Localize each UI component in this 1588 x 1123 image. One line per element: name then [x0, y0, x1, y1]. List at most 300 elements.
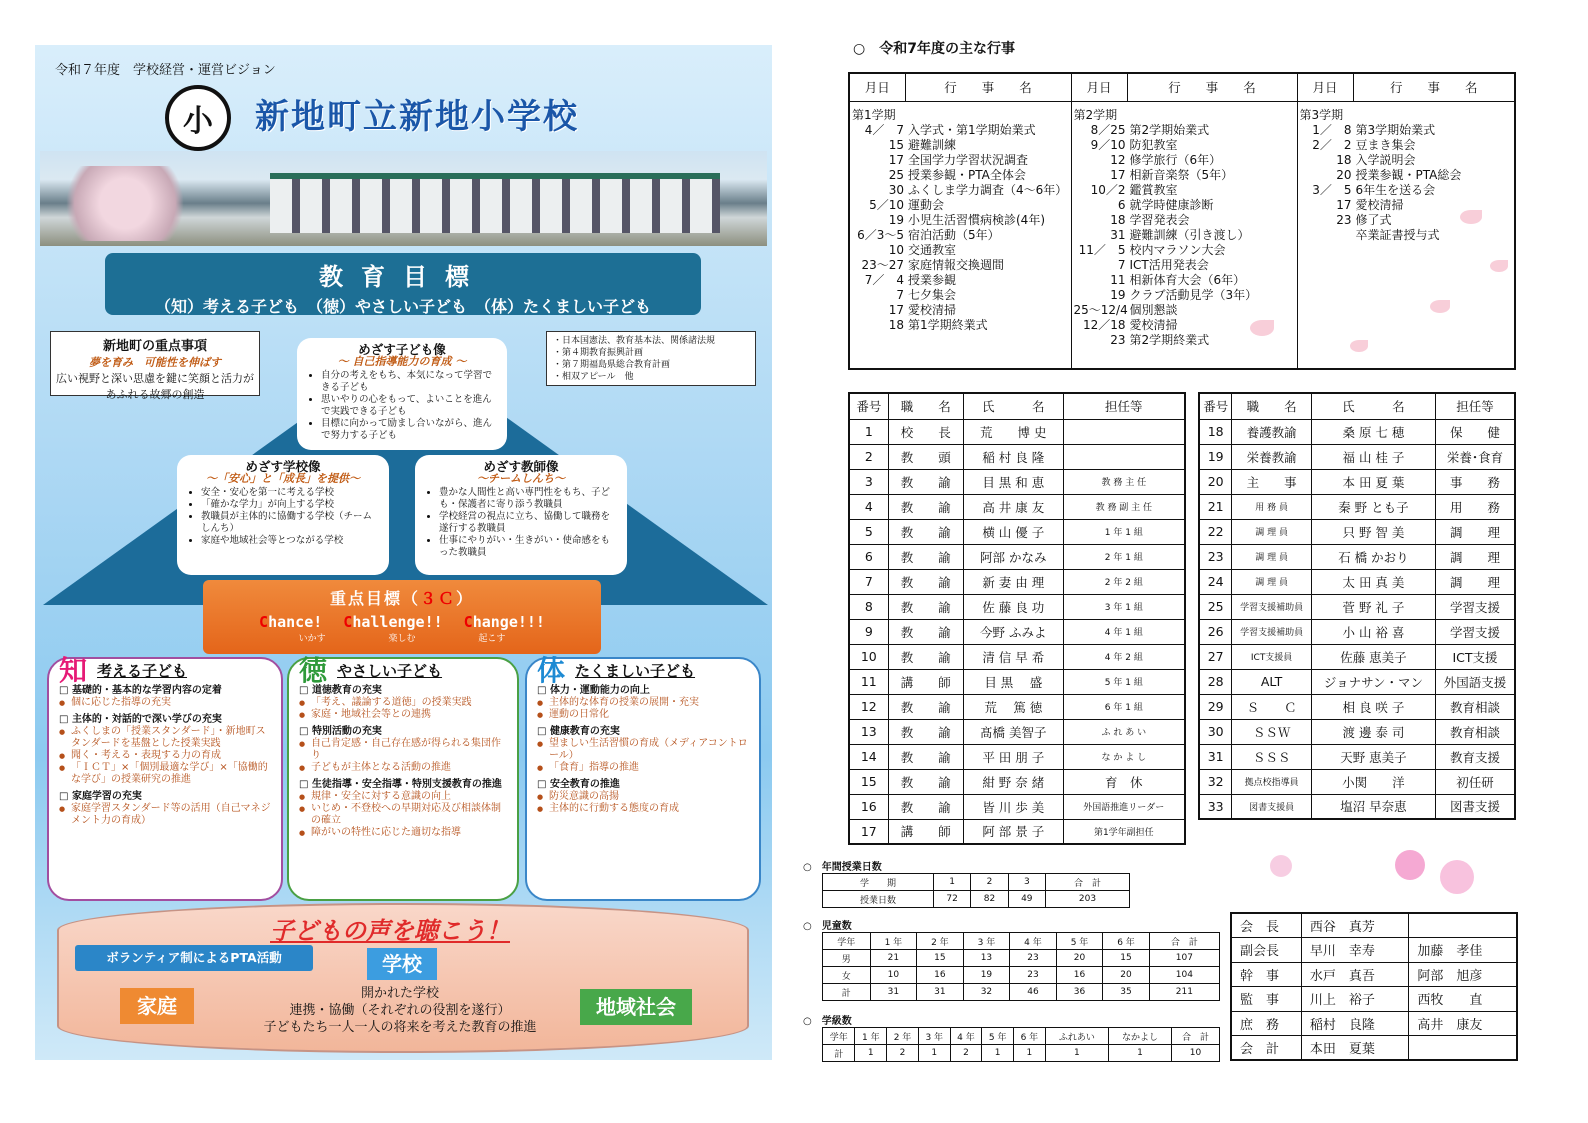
table-cell: 調 理 員: [1232, 544, 1311, 569]
event-date: 18: [888, 317, 904, 332]
table-cell: 15: [1103, 950, 1150, 967]
table-cell: 16: [917, 967, 964, 984]
event-row: [1074, 123, 1295, 138]
table-row: [849, 544, 1185, 569]
column-header: 学 期: [823, 874, 934, 891]
pillar-item: □ 健康教育の充実: [537, 726, 749, 738]
table-row: [849, 569, 1185, 594]
event-name: 小児生活習慣病検診(4年): [908, 212, 1045, 227]
town-priority-slogan: 夢を育み 可能性を伸ばす: [89, 356, 221, 369]
table-cell: 本 田 夏 葉: [1311, 469, 1435, 494]
event-name: 運動会: [908, 197, 945, 212]
table-cell: 22: [1199, 519, 1232, 544]
table-row: [849, 519, 1185, 544]
table-cell: 男: [823, 950, 871, 967]
school-emblem-icon: 小: [165, 85, 231, 151]
pillar-head: [537, 654, 749, 687]
table-cell: 相 良 咲 子: [1311, 694, 1435, 719]
table-cell: 9: [849, 619, 888, 644]
event-date: 1／ 8: [1312, 122, 1352, 137]
pillar-head: [299, 654, 507, 687]
event-date: 17: [1110, 167, 1126, 182]
table-cell: 教 務 主 任: [1063, 469, 1185, 494]
table-cell: 30: [1199, 719, 1232, 744]
event-date: 2／ 2: [1312, 137, 1352, 152]
pillar-item: □ 家庭学習の充実: [59, 791, 271, 803]
table-cell: 育 休: [1063, 769, 1185, 794]
table-cell: 荒 篤 徳: [963, 694, 1063, 719]
event-row: [852, 258, 1069, 273]
event-name: 個別懇談: [1129, 302, 1178, 317]
table-row: [1231, 962, 1517, 987]
table-row: [1231, 913, 1517, 938]
table-cell: 髙橋 美智子: [963, 719, 1063, 744]
pillar-bullet: ● 障がいの特性に応じた適切な指導: [299, 827, 507, 839]
table-header-row: [823, 933, 1220, 950]
target-school-card: [177, 455, 389, 575]
table-row: [1199, 419, 1515, 444]
table-cell: 調 理 員: [1232, 519, 1311, 544]
officer-name: 阿部 旭彦: [1409, 962, 1517, 987]
table-cell: 3: [849, 469, 888, 494]
table-row: [1199, 769, 1515, 794]
event-date: 20: [1336, 167, 1352, 182]
table-cell: 82: [971, 891, 1008, 908]
table-cell: 横 山 優 子: [963, 519, 1063, 544]
event-name: 6年生を送る会: [1355, 182, 1436, 197]
table-cell: 5: [849, 519, 888, 544]
table-cell: 今野 ふみよ: [963, 619, 1063, 644]
officer-role: 副会長: [1231, 938, 1301, 963]
pillar-subtitle: たくましい子ども: [575, 662, 696, 680]
pillar-kanji: 体: [537, 654, 566, 687]
column-header: 氏 名: [1311, 393, 1435, 419]
event-name: 就学時健康診断: [1129, 197, 1214, 212]
event-name: 愛校清掃: [1129, 317, 1178, 332]
town-priority-title: 新地町の重点事項: [102, 339, 207, 354]
table-cell: 教 諭: [888, 469, 963, 494]
table-cell: 調 理: [1436, 544, 1515, 569]
table-cell: 教 諭: [888, 719, 963, 744]
event-date: 7: [896, 287, 904, 302]
pillar-bullet: ● 主体的な体育の授業の展開・充実: [537, 697, 749, 709]
event-name: 入学式・第1学期始業式: [908, 122, 1036, 137]
table-cell: 渡 邊 泰 司: [1311, 719, 1435, 744]
column-header: 合 計: [1149, 933, 1219, 950]
table-cell: 1: [849, 419, 888, 444]
table-row: [1199, 744, 1515, 769]
event-row: [852, 153, 1069, 168]
table-cell: 教 諭: [888, 794, 963, 819]
table-cell: 19: [963, 967, 1010, 984]
table-cell: 18: [1199, 419, 1232, 444]
table-row: [1199, 669, 1515, 694]
event-row: [1300, 123, 1513, 138]
table-cell: 107: [1149, 950, 1219, 967]
event-row: [852, 183, 1069, 198]
column-header: 6 年: [1014, 1028, 1046, 1045]
event-name: 交通教室: [908, 242, 957, 257]
event-row: [1074, 168, 1295, 183]
event-row: [852, 123, 1069, 138]
table-row: [849, 694, 1185, 719]
event-name: 第3学期始業式: [1355, 122, 1436, 137]
table-cell: 菅 野 礼 子: [1311, 594, 1435, 619]
table-cell: 稲 村 良 隆: [963, 444, 1063, 469]
classes-title: ○ 学級数: [803, 1016, 852, 1027]
table-cell: 事 務: [1436, 469, 1515, 494]
table-row: [1231, 1036, 1517, 1061]
event-name: 家庭情報交換週間: [908, 257, 1005, 272]
event-name: 七夕集会: [908, 287, 957, 302]
officer-name: 高井 康友: [1409, 1011, 1517, 1036]
term-label: 第3学期: [1299, 107, 1344, 122]
pillar-bullet: ● 子どもが主体となる活動の推進: [299, 762, 507, 774]
table-cell: 8: [849, 594, 888, 619]
petal-decoration: [1490, 260, 1508, 272]
officer-name: 本田 夏葉: [1301, 1036, 1408, 1061]
event-name: ICT活用発表会: [1129, 257, 1209, 272]
table-cell: 教育支援: [1436, 744, 1515, 769]
event-name: 授業参観・PTA全体会: [908, 167, 1026, 182]
table-cell: 15: [849, 769, 888, 794]
table-cell: 21: [1199, 494, 1232, 519]
list-item: • 家庭や地域社会等とつながる学校: [201, 535, 379, 547]
table-cell: 46: [1010, 984, 1057, 1001]
event-date: 23〜27: [861, 257, 904, 272]
vision-caption: 令和７年度 学校経営・運営ビジョン: [55, 63, 276, 78]
officer-name: 西谷 真芳: [1301, 913, 1408, 938]
card-slogan: 〜 自己指導能力の育成 〜: [337, 355, 467, 368]
table-cell: 教 諭: [888, 594, 963, 619]
table-cell: 主 事: [1232, 469, 1311, 494]
table-cell: 教 諭: [888, 744, 963, 769]
table-cell: ICT支援員: [1232, 644, 1311, 669]
event-date: 7／ 4: [864, 272, 904, 287]
table-cell: 栄養教諭: [1232, 444, 1311, 469]
table-cell: 教育相談: [1436, 694, 1515, 719]
pillar-item: □ 特別活動の充実: [299, 726, 507, 738]
table-cell: 塩沼 早奈恵: [1311, 794, 1435, 819]
table-row: [849, 469, 1185, 494]
table-cell: 計: [823, 984, 871, 1001]
foundation-text: 開かれた学校 連携・協働（それぞれの役割を遂行） 子どもたち一人一人の将来を考えた教育の推進: [263, 986, 537, 1035]
table-cell: 1: [982, 1045, 1014, 1062]
vision-panel: [35, 45, 772, 1060]
table-row: [823, 1045, 1220, 1062]
pillar-bullet: ● 「考え、議論する道徳」の授業実践: [299, 697, 507, 709]
event-row: [1300, 153, 1513, 168]
table-cell: 7: [849, 569, 888, 594]
list-item: • 仕事にやりがい・生きがい・使命感をもった教職員: [439, 535, 617, 559]
pta-officers-table: [1230, 912, 1518, 1061]
list-item: • 目標に向かって励まし合いながら、進んで努力する子ども: [321, 418, 497, 442]
table-cell: 13: [849, 719, 888, 744]
table-cell: 教 諭: [888, 694, 963, 719]
event-row: [1300, 228, 1513, 243]
table-row: [849, 419, 1185, 444]
table-row: [849, 819, 1185, 844]
list-item: • 教職員が主体的に協働する学校（チームしんち）: [201, 511, 379, 535]
table-cell: 養護教諭: [1232, 419, 1311, 444]
table-cell: 講 師: [888, 819, 963, 844]
table-cell: 調 理: [1436, 569, 1515, 594]
event-name: 豆まき集会: [1355, 137, 1416, 152]
table-cell: 4 年 1 組: [1063, 619, 1185, 644]
list-item: • 安全・安心を第一に考える学校: [201, 487, 379, 499]
event-name: 入学説明会: [1355, 152, 1416, 167]
pillar-bullet: ● いじめ・不登校への早期対応及び相談体制の確立: [299, 803, 507, 827]
term-3-events: [1297, 101, 1515, 369]
column-header: 4 年: [950, 1028, 982, 1045]
event-date: 7: [1117, 257, 1126, 272]
pillar-bullet: ● 個に応じた指導の充実: [59, 697, 271, 709]
event-date: 6: [1117, 197, 1126, 212]
column-header: 担任等: [1063, 393, 1185, 419]
table-cell: Ｓ Ｃ: [1232, 694, 1311, 719]
law-item: ・第４期教育振興計画: [553, 348, 644, 358]
education-goal-subtitle: （知）考える子ども （徳）やさしい子ども （体）たくましい子ども: [154, 297, 651, 316]
table-cell: 27: [1199, 644, 1232, 669]
table-row: [1199, 719, 1515, 744]
table-cell: 12: [849, 694, 888, 719]
column-header: 5 年: [982, 1028, 1014, 1045]
table-cell: な か よ し: [1063, 744, 1185, 769]
officer-role: 会 長: [1231, 913, 1301, 938]
table-cell: [1063, 419, 1185, 444]
table-header-row: [849, 393, 1185, 419]
event-row: [1074, 183, 1295, 198]
staff-table-left: [848, 392, 1186, 845]
event-date: 25〜12/4: [1073, 302, 1128, 317]
table-cell: 荒 博 史: [963, 419, 1063, 444]
table-cell: 4: [849, 494, 888, 519]
table-cell: 太 田 真 美: [1311, 569, 1435, 594]
table-cell: 小 山 裕 喜: [1311, 619, 1435, 644]
table-cell: 29: [1199, 694, 1232, 719]
focus-goal-words: Chance! Challenge!! Change!!!: [259, 613, 545, 631]
table-cell: 10: [1172, 1045, 1220, 1062]
term-1-events: [849, 101, 1071, 369]
pillar-bullet: ● 規律・安全に対する意識の向上: [299, 791, 507, 803]
pillar-item: □ 主体的・対話的で深い学びの充実: [59, 714, 271, 726]
event-date: 8／25: [1090, 122, 1126, 137]
event-date: 9／10: [1090, 137, 1126, 152]
table-cell: 1 年 1 組: [1063, 519, 1185, 544]
table-cell: 23: [1010, 950, 1057, 967]
event-name: 相新音楽祭（5年）: [1129, 167, 1234, 182]
students-title: ○ 児童数: [803, 921, 852, 932]
table-cell: 用 務 員: [1232, 494, 1311, 519]
table-cell: 女: [823, 967, 871, 984]
table-row: [1199, 644, 1515, 669]
pillar-bullet: ● 「食育」指導の推進: [537, 762, 749, 774]
table-cell: 只 野 智 美: [1311, 519, 1435, 544]
table-cell: 31: [917, 984, 964, 1001]
event-row: [1074, 258, 1295, 273]
table-cell: 目 黒 和 恵: [963, 469, 1063, 494]
card-slogan: 〜チームしんち〜: [477, 472, 565, 485]
pillar-bullet: ● 聞く・考える・表現する力の育成: [59, 750, 271, 762]
table-cell: 紺 野 奈 緒: [963, 769, 1063, 794]
table-cell: 23: [1199, 544, 1232, 569]
table-cell: 20: [1103, 967, 1150, 984]
event-date: 11／ 5: [1078, 242, 1126, 257]
table-cell: 皆 川 歩 美: [963, 794, 1063, 819]
table-cell: 図書支援員: [1232, 794, 1311, 819]
list-item: • 学校経営の視点に立ち、協働して職務を遂行する教職員: [439, 511, 617, 535]
focus-goal-title: 重点目標（３Ｃ）: [329, 589, 475, 608]
table-row: [1199, 569, 1515, 594]
pillar-knowledge: [47, 654, 283, 901]
table-cell: 16: [849, 794, 888, 819]
home-label: 家庭: [120, 988, 194, 1024]
event-name: 宿泊活動（5年）: [908, 227, 1000, 242]
column-header: 3: [1008, 874, 1045, 891]
event-date: 10: [888, 242, 904, 257]
table-cell: 1: [1045, 1045, 1108, 1062]
list-item: • 自分の考えをもち、本気になって学習できる子ども: [321, 370, 497, 394]
card-title: めざす学校像: [245, 459, 321, 474]
event-row: [852, 228, 1069, 243]
table-cell: 2 年 1 組: [1063, 544, 1185, 569]
event-name: ふくしま学力調査（4〜6年）: [908, 182, 1068, 197]
event-date: 17: [888, 302, 904, 317]
event-row: [1074, 288, 1295, 303]
event-name: 避難訓練: [908, 137, 957, 152]
table-cell: 教育相談: [1436, 719, 1515, 744]
table-cell: 講 師: [888, 669, 963, 694]
table-cell: 5 年 1 組: [1063, 669, 1185, 694]
event-row: [852, 303, 1069, 318]
pillar-item: □ 安全教育の推進: [537, 779, 749, 791]
card-title: めざす子ども像: [358, 342, 446, 357]
town-priority-box: [50, 331, 260, 401]
event-row: [852, 288, 1069, 303]
event-row: [1074, 303, 1295, 318]
petal-decoration: [1460, 210, 1482, 224]
table-cell: 33: [1199, 794, 1232, 819]
event-date: 12／18: [1082, 317, 1126, 332]
table-cell: 教 諭: [888, 494, 963, 519]
term-label: 第1学期: [852, 107, 896, 122]
event-date: 6／3〜5: [857, 227, 904, 242]
sakura-flower-icon: [1440, 860, 1474, 894]
pillar-bullet: ● 運動の日常化: [537, 709, 749, 721]
table-cell: ＳＳＳ: [1232, 744, 1311, 769]
event-row: [1300, 168, 1513, 183]
table-cell: 21: [870, 950, 917, 967]
events-table: [848, 72, 1516, 370]
column-header: 2 年: [887, 1028, 919, 1045]
table-cell: 6: [849, 544, 888, 569]
table-cell: 第1学年副担任: [1063, 819, 1185, 844]
event-name: 修了式: [1355, 212, 1392, 227]
officer-name: [1409, 913, 1517, 938]
table-row: [849, 744, 1185, 769]
table-cell: 10: [849, 644, 888, 669]
table-cell: 阿部 かなみ: [963, 544, 1063, 569]
event-date: 11: [1110, 272, 1126, 287]
list-item: • 思いやりの心をもって、よいことを進んで実践できる子ども: [321, 394, 497, 418]
table-cell: 学習支援: [1436, 594, 1515, 619]
table-cell: 1: [1108, 1045, 1171, 1062]
table-row: [1199, 694, 1515, 719]
table-cell: 阿 部 景 子: [963, 819, 1063, 844]
school-photo: [40, 151, 767, 246]
table-cell: 教 諭: [888, 644, 963, 669]
pillar-item: □ 体力・運動能力の向上: [537, 685, 749, 697]
officer-name: 稲村 良隆: [1301, 1011, 1408, 1036]
event-row: [1300, 183, 1513, 198]
table-cell: 14: [849, 744, 888, 769]
table-cell: 調 理 員: [1232, 569, 1311, 594]
table-cell: 石 橋 かおり: [1311, 544, 1435, 569]
column-header: 2: [971, 874, 1008, 891]
officer-role: 会 計: [1231, 1036, 1301, 1061]
table-row: [823, 967, 1220, 984]
table-row: [849, 669, 1185, 694]
event-date: 25: [888, 167, 904, 182]
table-header-row: [823, 874, 1130, 891]
column-header: 2 年: [917, 933, 964, 950]
card-title: めざす教師像: [483, 459, 559, 474]
column-header: 1 年: [870, 933, 917, 950]
event-date: 18: [1110, 212, 1126, 227]
pillar-item: □ 生徒指導・安全指導・特別支援教育の推進: [299, 779, 507, 791]
sakura-flower-icon: [1270, 855, 1292, 877]
table-cell: 20: [1056, 950, 1103, 967]
event-name: 修学旅行（6年）: [1129, 152, 1222, 167]
focus-goal-readings: いかす 楽しむ 起こす: [298, 634, 506, 644]
event-row: [1074, 243, 1295, 258]
petal-decoration: [1250, 320, 1274, 336]
officer-name: 水戸 真吾: [1301, 962, 1408, 987]
table-cell: 目 黒 盛: [963, 669, 1063, 694]
pillar-bullet: ● 防災意識の高揚: [537, 791, 749, 803]
column-header: 職 名: [888, 393, 963, 419]
column-header: 3 年: [918, 1028, 950, 1045]
table-cell: 17: [849, 819, 888, 844]
table-cell: 19: [1199, 444, 1232, 469]
table-cell: 2: [950, 1045, 982, 1062]
card-slogan: 〜「安心」と「成長」を提供〜: [206, 472, 360, 485]
education-goal-title: 教育目標: [319, 263, 487, 291]
event-name: 校内マラソン大会: [1129, 242, 1226, 257]
table-row: [849, 769, 1185, 794]
event-date: 4／ 7: [864, 122, 904, 137]
table-cell: 15: [917, 950, 964, 967]
officer-name: [1409, 1036, 1517, 1061]
table-cell: 教 頭: [888, 444, 963, 469]
event-date: 5／10: [869, 197, 904, 212]
event-name: 学習発表会: [1129, 212, 1190, 227]
table-cell: 桑 原 七 穂: [1311, 419, 1435, 444]
petal-decoration: [1350, 340, 1368, 352]
table-cell: 211: [1149, 984, 1219, 1001]
target-child-card: [297, 338, 507, 450]
event-row: [852, 168, 1069, 183]
event-row: [1074, 228, 1295, 243]
table-cell: ALT: [1232, 669, 1311, 694]
pillar-virtue: [287, 654, 519, 901]
event-date: 15: [888, 137, 904, 152]
table-cell: 20: [1199, 469, 1232, 494]
sakura-flower-icon: [1395, 850, 1425, 880]
table-row: [1231, 987, 1517, 1012]
voice-slogan: 子どもの声を聴こう！: [270, 917, 510, 945]
days-title: ○ 年間授業日数: [803, 862, 882, 873]
